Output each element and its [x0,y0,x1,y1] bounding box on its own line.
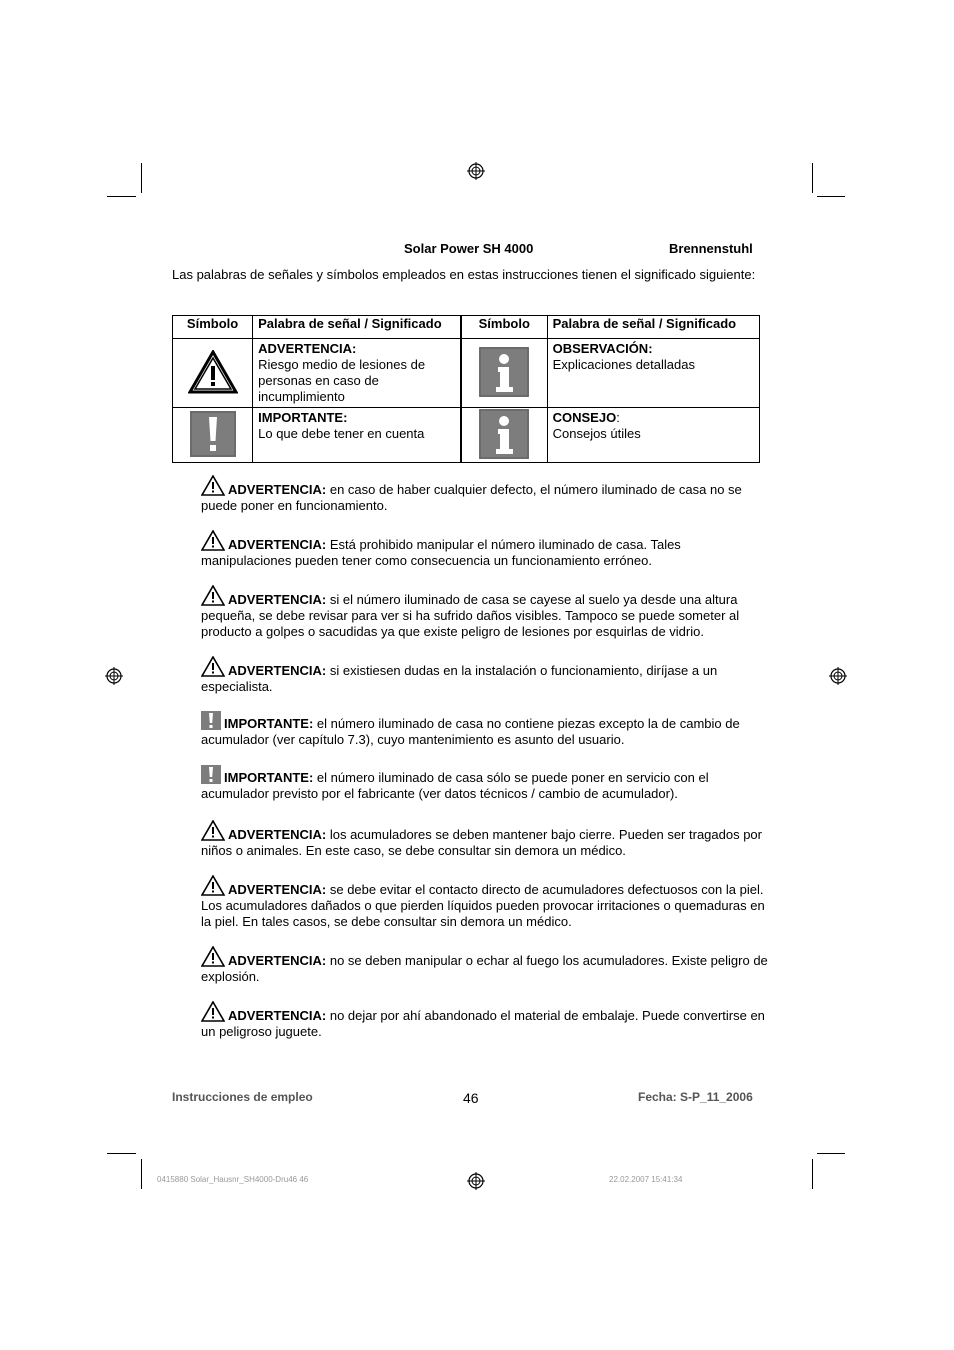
exclamation-icon [201,711,221,730]
warning-triangle-icon [201,530,225,551]
safety-note [201,475,771,514]
table-cell-text [547,339,759,408]
signal-word: OBSERVACIÓN: [552,341,653,356]
footer-doc-type: Instrucciones de empleo [172,1090,313,1104]
note-text: Está prohibido manipular el número iluminado de casa. Tales manipulaciones pueden tener como consecuencia un funcionamiento erróneo. [201,537,681,568]
warning-triangle-icon [201,946,225,967]
crop-mark [817,196,845,197]
table-cell-icon [461,339,547,408]
note-text: si existiesen dudas en la instalación o funcionamiento, diríjase a un especialista. [201,663,718,694]
table-header-symbol: Símbolo [173,316,253,339]
note-label: ADVERTENCIA: [228,953,327,968]
info-icon [479,409,529,459]
table-cell-text [253,408,461,463]
note-text: no dejar por ahí abandonado el material de embalaje. Puede convertirse en un peligroso juguete. [201,1008,765,1039]
safety-note [201,585,771,640]
registration-mark-icon [829,667,847,685]
crop-mark [141,163,142,193]
note-label: IMPORTANTE: [224,716,314,731]
registration-mark-icon [467,1172,485,1190]
table-cell-text [547,408,759,463]
crop-mark [141,1159,142,1189]
crop-mark [812,163,813,193]
signal-word-line [553,410,754,426]
table-cell-icon [173,339,253,408]
table-cell-text [253,339,461,408]
warning-triangle-icon [201,475,225,496]
table-header-symbol: Símbolo [461,316,547,339]
print-slug-timestamp: 22.02.2007 15:41:34 [609,1175,683,1184]
footer-date: Fecha: S-P_11_2006 [638,1090,753,1104]
note-label: ADVERTENCIA: [228,1008,327,1023]
note-text: en caso de haber cualquier defecto, el número iluminado de casa no se puede poner en funcionamiento. [201,482,742,513]
print-slug-file: 0415880 Solar_Hausnr_SH4000-Dru46 46 [157,1175,309,1184]
note-label: ADVERTENCIA: [228,882,327,897]
signal-word-suffix: : [616,410,620,425]
signal-word: CONSEJO [552,410,617,425]
note-label: ADVERTENCIA: [228,482,327,497]
note-text: si el número iluminado de casa se cayese al suelo ya desde una altura pequeña, se debe revisar para ver si ha sufrido daños visibles. Tampoco se puede someter al producto a golpes o sacudidas ya que existe peligro de lesiones por esquirlas de vidrio. [201,592,740,639]
note-text: no se deben manipular o echar al fuego los acumuladores. Existe peligro de explosión. [201,953,768,984]
signal-meaning: Lo que debe tener en cuenta [258,426,425,441]
warning-triangle-icon [201,656,225,677]
safety-note [201,711,771,748]
page-header-title: Solar Power SH 4000 [404,241,534,256]
page-number: 46 [463,1090,479,1106]
table-header-meaning: Palabra de señal / Significado [253,316,461,339]
warning-triangle-icon [201,820,225,841]
warning-triangle-icon [201,875,225,896]
warning-triangle-icon [201,585,225,606]
crop-mark [107,1153,136,1154]
note-text: los acumuladores se deben mantener bajo cierre. Pueden ser tragados por niños o animales. En este caso, se debe consultar sin demora un médico. [201,827,762,858]
safety-note [201,530,771,569]
registration-mark-icon [105,667,123,685]
crop-mark [817,1153,845,1154]
safety-note [201,1001,771,1040]
note-label: ADVERTENCIA: [228,663,327,678]
intro-paragraph: Las palabras de señales y símbolos empleados en estas instrucciones tienen el significado siguiente: [172,267,756,282]
safety-note [201,875,771,930]
safety-note [201,656,771,695]
warning-triangle-icon [201,1001,225,1022]
safety-note [201,820,771,859]
safety-note [201,765,771,802]
signal-word: IMPORTANTE: [258,410,348,425]
table-header-meaning: Palabra de señal / Significado [547,316,759,339]
warning-triangle-icon [188,350,238,394]
note-label: ADVERTENCIA: [228,537,327,552]
crop-mark [812,1159,813,1189]
note-label: ADVERTENCIA: [228,592,327,607]
safety-note [201,946,771,985]
signal-meaning: Explicaciones detalladas [552,357,695,372]
signal-meaning: Riesgo medio de lesiones de personas en caso de incumplimiento [258,357,426,404]
signal-word: ADVERTENCIA: [258,341,357,356]
signal-meaning: Consejos útiles [552,426,641,441]
info-icon [479,347,529,397]
note-text: el número iluminado de casa no contiene piezas excepto la de cambio de acumulador (ver capítulo 7.3), cuyo mantenimiento es asunto del usuario. [201,716,740,747]
table-cell-icon [173,408,253,463]
symbol-table [172,315,760,463]
exclamation-icon [201,765,221,784]
registration-mark-icon [467,162,485,180]
table-cell-icon [461,408,547,463]
exclamation-icon [190,411,236,457]
note-label: IMPORTANTE: [224,770,314,785]
note-text: se debe evitar el contacto directo de acumuladores defectuosos con la piel. Los acumuladores dañados o que pierden líquidos pueden provocar irritaciones o quemaduras en la piel. En tales casos, se debe consultar sin demora un médico. [201,882,765,929]
note-label: ADVERTENCIA: [228,827,327,842]
crop-mark [107,196,136,197]
note-text: el número iluminado de casa sólo se puede poner en servicio con el acumulador previsto por el fabricante (ver datos técnicos / cambio de acumulador). [201,770,709,801]
page-header-brand: Brennenstuhl [669,241,753,256]
